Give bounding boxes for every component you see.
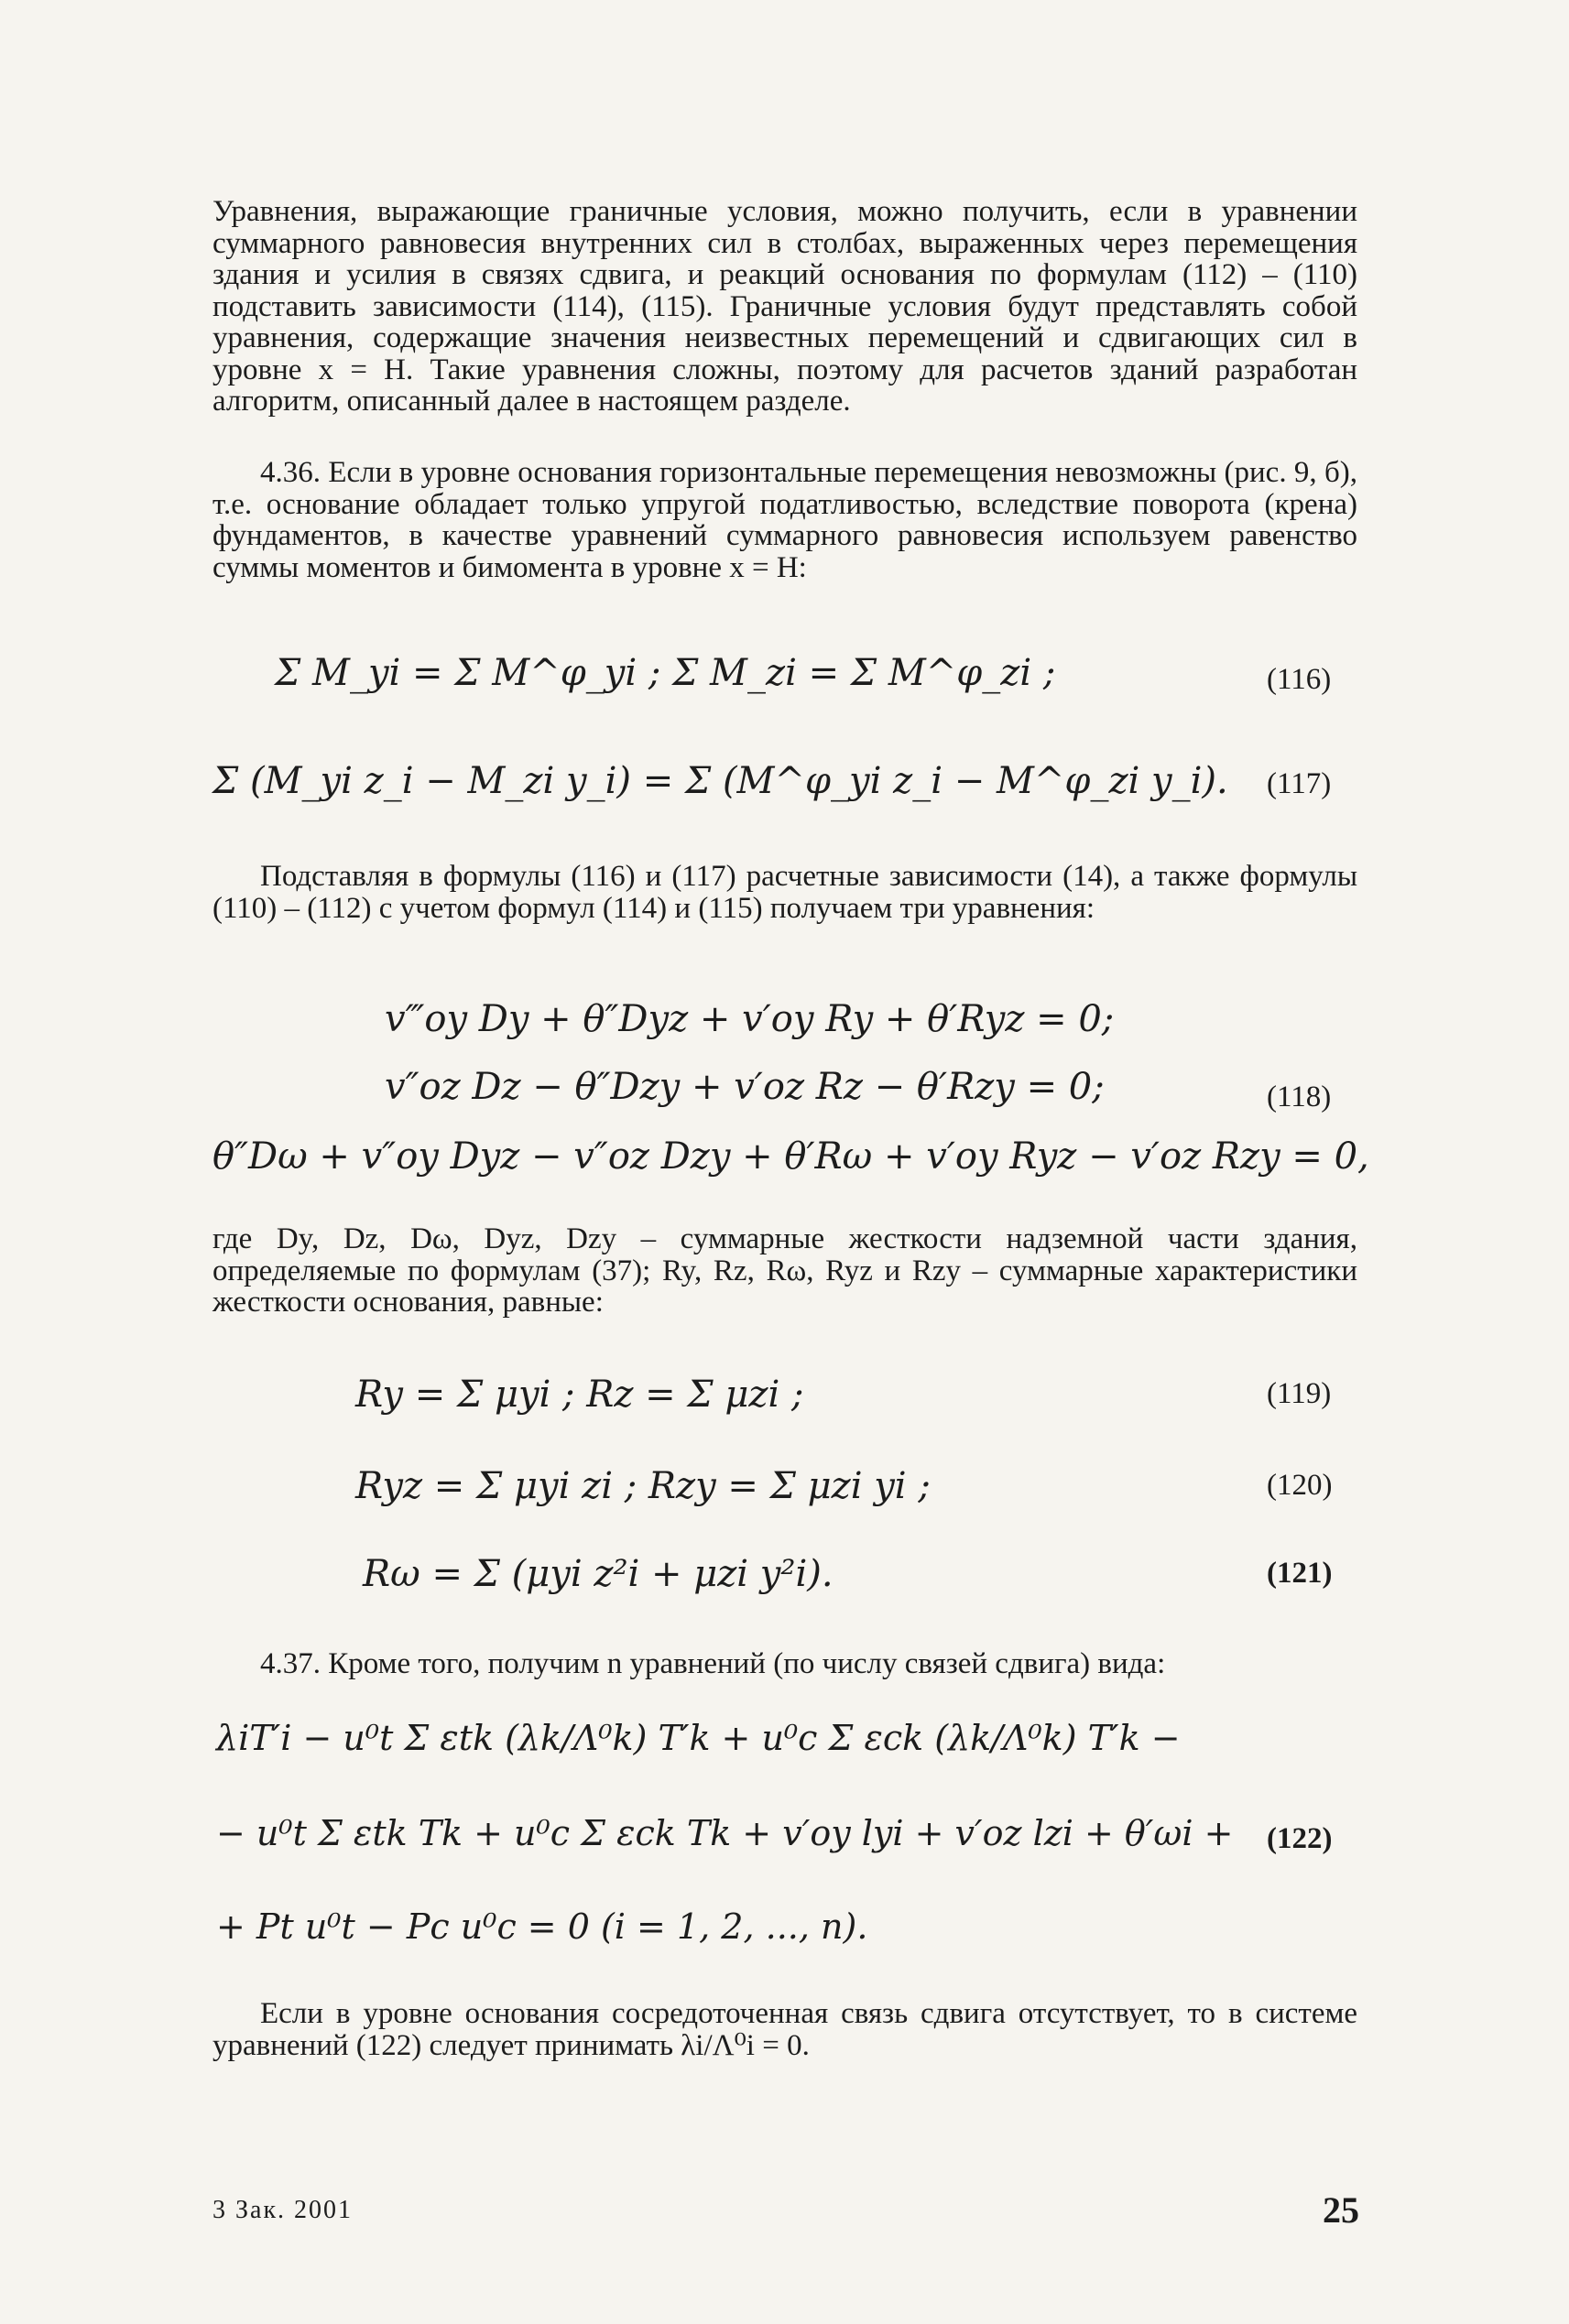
paragraph-boundary-conditions: Уравнения, выражающие граничные условия, можно получить, если в уравнении суммарного равновесия внутренних сил в столбах, выраженных через перемещения здания и усилия в связях сдвига, и реакций основания по формулам (112) – (110) подставить зависимости (114), (115). Граничные условия будут представлять собой уравнения, содержащие значения неизвестных перемещений и сдвигающих сил в уровне x = H. Такие уравнения сложны, поэтому для расчетов зданий разработан алгоритм, описанный далее в настоящем разделе.	[212, 195, 1357, 418]
equation-number-120: (120)	[1267, 1469, 1333, 1502]
paragraph-shear-absent: Если в уровне основания сосредоточенная связь сдвига отсутствует, то в системе уравнений (122) следует принимать λi/Λ⁰i = 0.	[212, 1997, 1357, 2062]
footer-order-number: 3 Зак. 2001	[212, 2196, 354, 2224]
equation-116-body: Σ M_yi = Σ M^φ_yi ; Σ M_zi = Σ M^φ_zi ;	[275, 652, 1056, 694]
page-number: 25	[1323, 2189, 1359, 2231]
equation-117	[0, 740, 1569, 850]
equation-118-line-3: θ″Dω + v″oy Dyz − v″oz Dzy + θ′Rω + v′oy Ryz − v′oz Rzy = 0,	[212, 1135, 1369, 1178]
equation-121	[0, 1535, 1569, 1645]
equation-number-121: (121)	[1267, 1557, 1333, 1590]
paragraph-stiffness-definitions: где Dy, Dz, Dω, Dyz, Dzy – суммарные жесткости надземной части здания, определяемые по формулам (37); Ry, Rz, Rω, Ryz и Rzy – суммарные характеристики жесткости основания, равные:	[212, 1222, 1357, 1319]
equation-number-118: (118)	[1267, 1081, 1332, 1113]
equation-number-122: (122)	[1267, 1822, 1333, 1855]
equation-number-119: (119)	[1267, 1377, 1332, 1410]
equation-number-116: (116)	[1267, 663, 1332, 696]
equation-122-line-3: + Pt u⁰t − Pc u⁰c = 0 (i = 1, 2, ..., n).	[216, 1906, 868, 1947]
paragraph-substitution: Подставляя в формулы (116) и (117) расчетные зависимости (14), а также формулы (110) – (112) с учетом формул (114) и (115) получаем три уравнения:	[212, 860, 1357, 925]
equation-118-line-1: v‴oy Dy + θ″Dyz + v′oy Ry + θ′Ryz = 0;	[385, 998, 1115, 1040]
equation-122	[0, 1700, 1569, 1983]
equation-117-body: Σ (M_yi z_i − M_zi y_i) = Σ (M^φ_yi z_i − M^φ_zi y_i).	[212, 760, 1228, 802]
paragraph-4-36: 4.36. Если в уровне основания горизонтальные перемещения невозможны (рис. 9, б), т.е. основание обладает только упругой податливостью, вследствие поворота (крена) фундаментов, в качестве уравнений суммарного равновесия используем равенство суммы моментов и бимомента в уровне x = H:	[212, 456, 1357, 584]
equation-122-line-1: λiT′i − u⁰t Σ εtk (λk/Λ⁰k) T′k + u⁰c Σ εck (λk/Λ⁰k) T′k −	[216, 1718, 1181, 1758]
equation-121-body: Rω = Σ (μyi z²i + μzi y²i).	[363, 1553, 834, 1595]
equation-118	[0, 989, 1569, 1209]
equation-116	[0, 632, 1569, 742]
equation-118-line-2: v″oz Dz − θ″Dzy + v′oz Rz − θ′Rzy = 0;	[385, 1066, 1105, 1108]
equation-122-line-2: − u⁰t Σ εtk Tk + u⁰c Σ εck Tk + v′oy lyi + v′oz lzi + θ′ωi +	[216, 1813, 1234, 1853]
equation-120-body: Ryz = Σ μyi zi ; Rzy = Σ μzi yi ;	[355, 1465, 931, 1507]
equation-119-body: Ry = Σ μyi ; Rz = Σ μzi ;	[355, 1374, 804, 1416]
equation-number-117: (117)	[1267, 767, 1332, 800]
paragraph-4-37: 4.37. Кроме того, получим n уравнений (по числу связей сдвига) вида:	[260, 1647, 1166, 1680]
